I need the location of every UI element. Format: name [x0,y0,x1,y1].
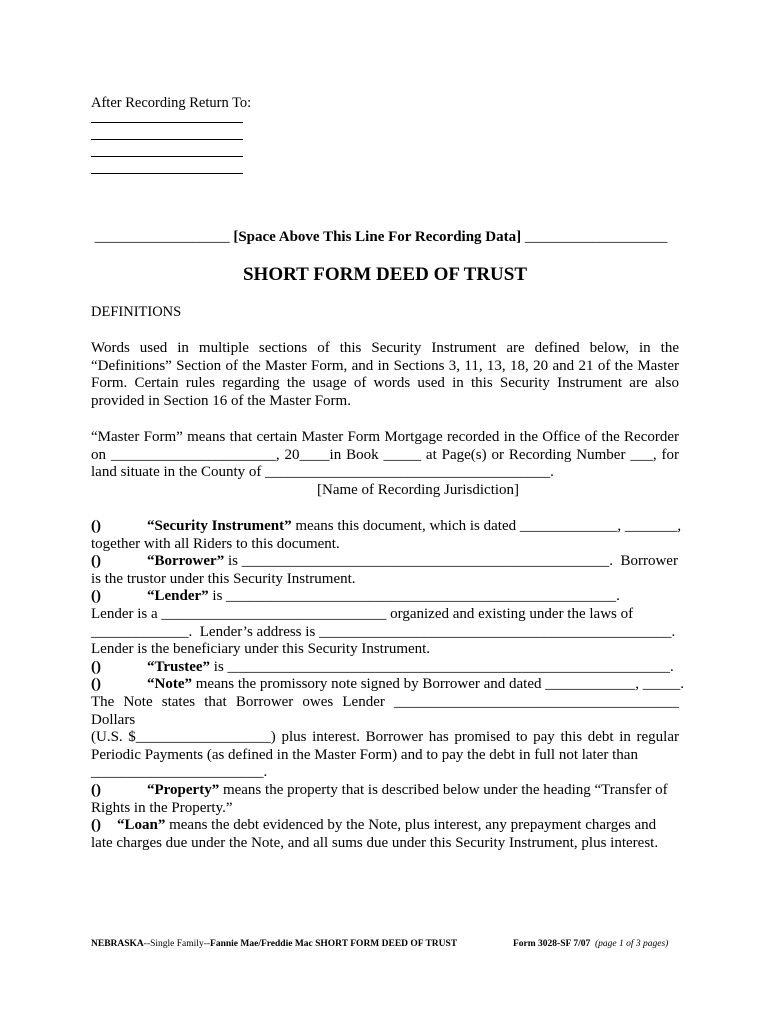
loan-text: means the debt evidenced by the Note, plus interest, any prepayment charges and [165,817,657,834]
intro-paragraph [91,340,679,410]
note-text-4: Periodic Payments (as defined in the Master Form) and to pay the debt in full not later than [91,746,638,763]
definitions-heading: DEFINITIONS [91,304,182,320]
lender-text: is ____________________________________________________. [208,588,620,605]
borrower-text: is _________________________________________________. Borrower [224,553,678,570]
note-text-3: (U.S. $__________________) plus interest. Borrower has promised to pay this debt in regular [91,729,679,746]
definition-marker: () [91,781,101,798]
definition-marker: () [91,588,101,605]
property-definition [91,782,679,800]
return-to-label: After Recording Return To: [91,95,252,111]
loan-term: “Loan” [117,817,166,834]
intro-line-4: provided in Section 16 of the Master Form. [91,392,351,409]
definition-marker: () [91,553,101,570]
document-title: SHORT FORM DEED OF TRUST [242,264,528,285]
lender-text-2: Lender is a ______________________________ organized and existing under the laws of [91,605,634,622]
definition-marker: () [91,676,101,693]
note-text: means the promissory note signed by Borrower and dated ____________, _____. [192,676,685,693]
borrower-text-2: is the trustor under this Security Instrument. [91,570,356,587]
property-term: “Property” [147,781,220,798]
lender-text-3: _____________. Lender’s address is _______________________________________________. [91,623,676,640]
footer-separator: --Single Family-- [143,939,211,949]
trustee-term: “Trustee” [147,658,211,675]
return-address-line-1 [91,122,243,123]
property-text-2: Rights in the Property.” [91,799,233,816]
definitions-list [91,518,685,852]
definition-marker: () [91,817,101,834]
return-address-line-4 [91,173,243,174]
trustee-definition [91,659,679,677]
space-above-prefix: __________________ [94,229,234,245]
note-text-5: _______________________. [91,764,268,781]
master-form-line-2: on ______________________, 20____in Book _____ at Page(s) or Recording Number ___, for [91,446,679,463]
intro-line-3: Form. Certain rules regarding the usage of words used in this Security Instrument are also [91,375,679,392]
intro-line-1: Words used in multiple sections of this Security Instrument are defined below, in the [91,340,679,356]
definition-marker: () [91,518,101,534]
borrower-term: “Borrower” [147,553,225,570]
footer-state: NEBRASKA [91,939,144,949]
footer-form-name: Fannie Mae/Freddie Mac SHORT FORM DEED OF TRUST [210,939,458,949]
trustee-text: is ___________________________________________________________. [210,658,674,675]
recording-space-line [91,229,671,247]
space-above-suffix: ___________________ [521,229,668,245]
security-instrument-definition [91,518,682,536]
footer-form-number: Form 3028-SF 7/07 [513,939,591,949]
loan-text-2: late charges due under the Note, and all sums due under this Security Instrument, plus interest. [91,834,659,851]
master-form-line-1: “Master Form” means that certain Master Form Mortgage recorded in the Office of the Recorder [91,429,679,445]
footer-right [513,936,668,954]
return-address-line-2 [91,139,243,140]
footer-page-info: (page 1 of 3 pages) [594,939,669,949]
security-instrument-term: “Security Instrument” [147,518,292,534]
note-text-2: The Note states that Borrower owes Lender ______________________________________ Dollars [91,693,679,728]
space-above-text: [Space Above This Line For Recording Data] [233,229,522,245]
note-definition [91,676,685,694]
lender-term: “Lender” [147,588,209,605]
master-form-paragraph [91,429,679,499]
return-address-line-3 [91,156,243,157]
intro-line-2: “Definitions” Section of the Master Form, and in Sections 3, 11, 13, 18, 20 and 21 of the Master [91,357,679,374]
security-instrument-text-2: together with all Riders to this document. [91,535,340,552]
lender-text-4: Lender is the beneficiary under this Security Instrument. [91,641,431,658]
loan-definition [91,817,679,835]
lender-definition [91,588,679,606]
note-term: “Note” [147,676,192,693]
borrower-definition [91,553,679,571]
security-instrument-text: means this document, which is dated _____________, _______, [291,518,682,534]
recording-jurisdiction-label: [Name of Recording Jurisdiction] [317,481,520,498]
page-footer [91,936,681,954]
property-text: means the property that is described below under the heading “Transfer of [219,781,668,798]
definition-marker: () [91,658,101,675]
master-form-line-3: land situate in the County of ______________________________________. [91,464,554,481]
